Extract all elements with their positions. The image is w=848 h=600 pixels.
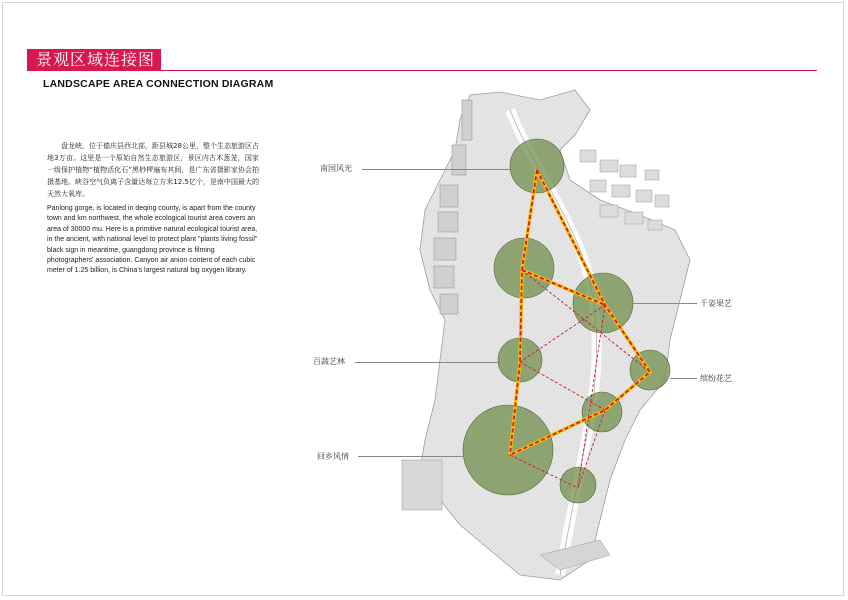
lower-left-lot bbox=[402, 460, 442, 510]
title-underline bbox=[161, 70, 817, 71]
description-english: Panlong gorge, is located in deqing county, is apart from the county town and km northwest, the whole ecological tourist area covers an area of 30000 mu. Here is a primitive natural ecological tourist area, in the ancient, with national level to protect plant "plants living fossil" black sign in meantime, guangdong province is filming photographers' association. Canyon air anion content of each cubic meter of 1.25 billion, is China's largest natural big oxygen library. bbox=[47, 205, 258, 275]
label-nanguo: 南国风光 bbox=[320, 164, 352, 173]
description-chinese: 盘龙峡，位于德庆县西北部，距县城28公里，整个生态旅游区占地3万亩。这里是一个原始自然生态旅游区，景区内古木葱茏，国家一级保护植物“植物活化石”黑桫椤遍布其间，是广东省摄影家协会拍摄基地。峡谷空气负离子含量达每立方米12.5亿个，是南中国最大的天然大氧库。 bbox=[47, 142, 259, 198]
leader-qianzi bbox=[633, 303, 697, 304]
diagram-subtitle: LANDSCAPE AREA CONNECTION DIAGRAM bbox=[43, 78, 274, 90]
section-title: 景观区域连接图 bbox=[27, 49, 161, 71]
leader-nanguo bbox=[362, 169, 510, 170]
zone-nanguo bbox=[510, 139, 564, 193]
site-plan-map bbox=[300, 88, 700, 588]
leader-huixiang bbox=[358, 456, 463, 457]
leader-binfen bbox=[670, 378, 697, 379]
zone-huixiang bbox=[463, 405, 553, 495]
label-binfen: 缤纷花艺 bbox=[700, 374, 732, 383]
leader-baihua bbox=[355, 362, 498, 363]
label-huixiang: 回乡风情 bbox=[317, 452, 349, 461]
label-baihua: 百蔬艺林 bbox=[313, 357, 345, 366]
label-qianzi: 千姿果艺 bbox=[700, 299, 732, 308]
